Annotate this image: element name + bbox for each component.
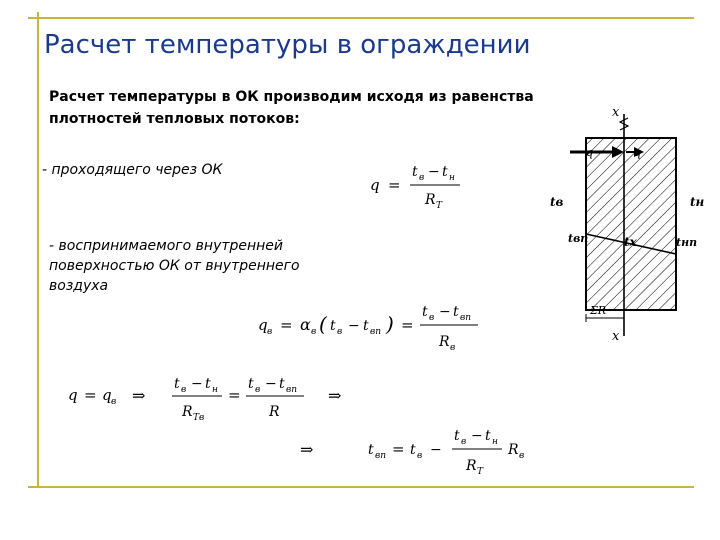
svg-text:t: t [279,376,285,392]
svg-text:R: R [508,442,519,458]
svg-text:⇒: ⇒ [132,386,146,405]
svg-text:в: в [255,385,261,395]
page-title: Расчет температуры в ограждении [44,30,531,60]
svg-text:в: в [450,343,456,353]
svg-text:=: = [388,176,401,194]
svg-text:t: t [454,428,460,444]
svg-text:вп: вп [370,327,382,337]
wall-temperature-diagram [540,100,710,345]
svg-text:−: − [471,428,483,444]
svg-text:): ) [386,312,394,336]
svg-text:R: R [425,192,436,208]
svg-text:R: R [439,334,450,350]
frame-line-bottom [28,486,694,488]
svg-text:−: − [430,442,442,458]
svg-text:−: − [428,164,440,180]
svg-text:=: = [84,386,97,404]
svg-text:−: − [439,304,451,320]
frame-line-vertical [37,12,39,486]
svg-text:н: н [212,385,218,395]
svg-text:t: t [248,376,254,392]
svg-text:⇒: ⇒ [328,386,342,405]
label-q-left: q [586,146,594,159]
svg-text:T: T [436,201,443,211]
label-t-outside-air: tн [690,195,705,209]
svg-text:t: t [485,428,491,444]
label-t-x: tx [624,235,637,249]
svg-text:в: в [429,313,435,323]
svg-text:=: = [401,316,414,334]
svg-text:−: − [348,318,360,334]
svg-text:=: = [228,386,241,404]
intro-text: Расчет температуры в ОК производим исходя из равенства плотностей тепловых потоков: [49,89,534,127]
svg-text:R: R [182,404,193,420]
svg-text:в: в [111,397,117,407]
item-flux-inner-surface: - воспринимаемого внутренней поверхностью ОК от внутреннего воздуха [49,238,300,294]
svg-text:T: T [477,467,484,477]
svg-text:R: R [269,404,280,420]
svg-text:t: t [205,376,211,392]
svg-text:t: t [330,318,336,334]
axis-label-top: x [612,105,620,120]
svg-text:в: в [181,385,187,395]
svg-text:⇒: ⇒ [300,440,314,459]
svg-text:н: н [492,437,498,447]
svg-text:t: t [174,376,180,392]
svg-text:в: в [461,437,467,447]
svg-text:в: в [519,451,525,461]
svg-text:в: в [419,173,425,183]
label-t-outer-surface: tнп [676,236,698,249]
svg-text:t: t [453,304,459,320]
label-t-inner-surface: tвп [568,232,589,245]
svg-text:в: в [337,327,343,337]
axis-break-mark [620,118,628,130]
svg-text:=: = [280,316,293,334]
label-q-right: q [634,146,642,159]
svg-text:R: R [466,458,477,474]
svg-text:t: t [410,442,416,458]
svg-text:t: t [412,164,418,180]
svg-text:t: t [363,318,369,334]
wall-section [586,138,676,310]
svg-text:(: ( [319,312,327,336]
svg-text:в: в [267,327,273,337]
svg-text:вп: вп [460,313,472,323]
svg-text:α: α [300,315,311,334]
svg-text:вп: вп [286,385,298,395]
svg-text:q: q [370,176,380,194]
svg-text:=: = [392,440,405,458]
svg-text:в: в [311,327,317,337]
formula-q-through-wall [366,156,476,220]
formula-t-inner-surface [296,422,556,486]
svg-text:вп: вп [375,451,387,461]
formula-q-inner-surface [256,298,496,362]
label-sum-r: ΣR [590,304,607,317]
svg-text:t: t [368,442,374,458]
label-t-inside-air: tв [550,195,564,209]
svg-text:−: − [265,376,277,392]
svg-text:н: н [449,173,455,183]
svg-text:q: q [258,316,268,334]
svg-text:t: t [442,164,448,180]
svg-text:t: t [422,304,428,320]
axis-label-bottom: x [612,329,620,344]
frame-line-top [28,17,694,19]
svg-text:−: − [191,376,203,392]
svg-text:в: в [417,451,423,461]
item-flux-through-wall: - проходящего через ОК [42,162,223,178]
svg-text:q: q [102,386,112,404]
svg-text:q: q [68,386,78,404]
svg-text:Tв: Tв [193,413,205,423]
